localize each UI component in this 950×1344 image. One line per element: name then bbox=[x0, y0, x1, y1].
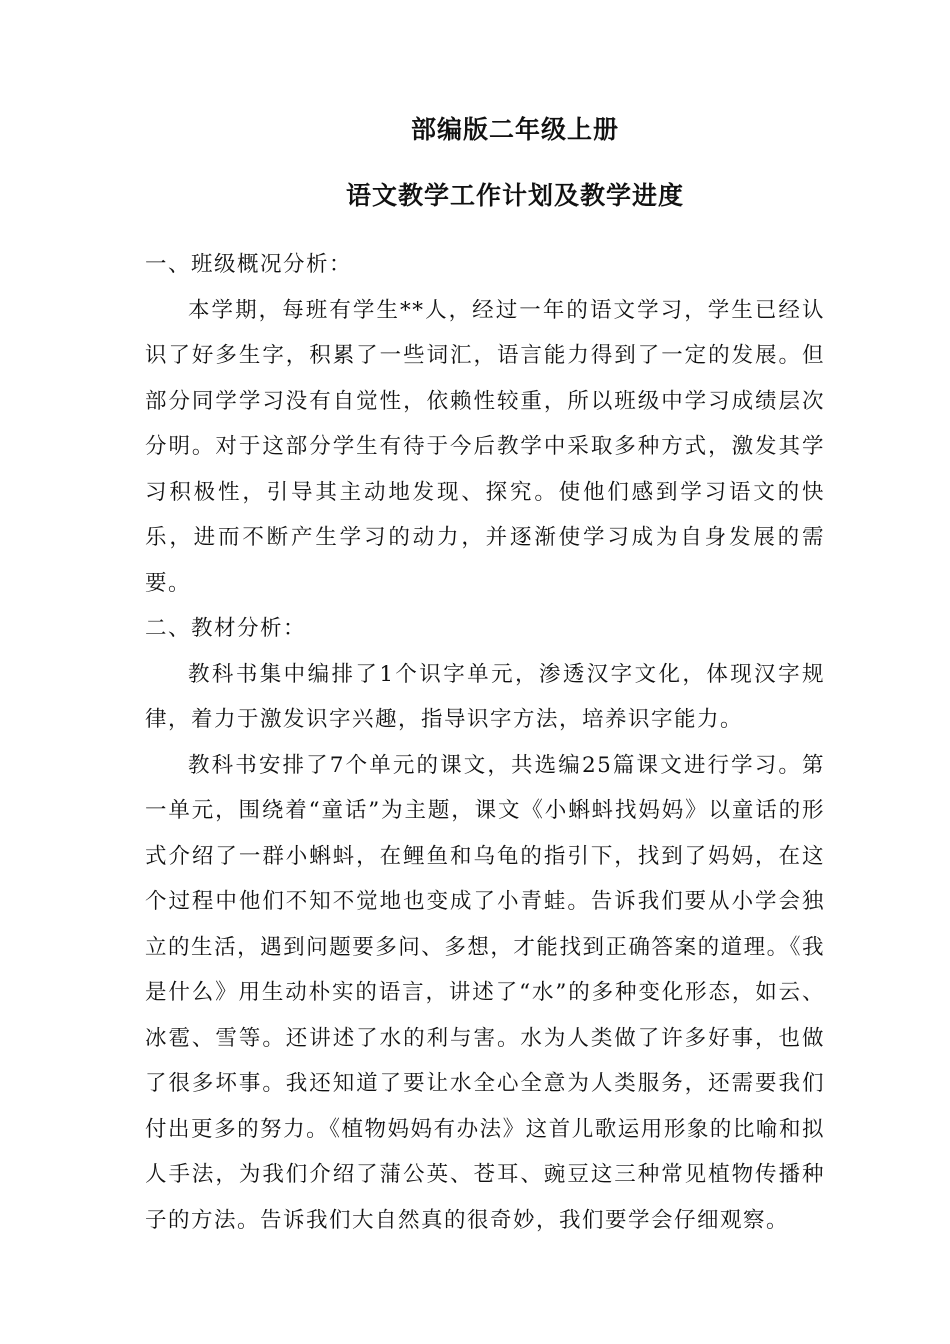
document-subtitle: 语文教学工作计划及教学进度 bbox=[345, 181, 684, 210]
paragraph-literacy-unit: 教科书集中编排了1个识字单元，渗透汉字文化，体现汉字规律，着力于激发识字兴趣，指导识字方法，培养识字能力。 bbox=[145, 661, 825, 732]
paragraph-class-analysis: 本学期，每班有学生**人，经过一年的语文学习，学生已经认识了好多生字，积累了一些词汇，语言能力得到了一定的发展。但部分同学学习没有自觉性，依赖性较重，所以班级中学习成绩层次分明。对于这部分学生有待于今后教学中采取多种方式，激发其学习积极性，引导其主动地发现、探究。使他们感到学习语文的快乐，进而不断产生学习的动力，并逐渐使学习成为自身发展的需要。 bbox=[145, 297, 825, 596]
section-heading-textbook-analysis: 二、教材分析： bbox=[145, 616, 307, 641]
paragraph-text-units: 教科书安排了7个单元的课文，共选编25篇课文进行学习。第一单元，围绕着“童话”为主题，课文《小蝌蚪找妈妈》以童话的形式介绍了一群小蝌蚪，在鲤鱼和乌龟的指引下，找到了妈妈，在这个过程中他们不知不觉地也变成了小青蛙。告诉我们要从小学会独立的生活，遇到问题要多问、多想，才能找到正确答案的道理。《我是什么》用生动朴实的语言，讲述了“水”的多种变化形态，如云、冰雹、雪等。还讲述了水的利与害。水为人类做了许多好事，也做了很多坏事。我还知道了要让水全心全意为人类服务，还需要我们付出更多的努力。《植物妈妈有办法》这首儿歌运用形象的比喻和拟人手法，为我们介绍了蒲公英、苍耳、豌豆这三种常见植物传播种子的方法。告诉我们大自然真的很奇妙，我们要学会仔细观察。 bbox=[145, 752, 825, 1233]
document-body bbox=[145, 242, 825, 1243]
document-title: 部编版二年级上册 bbox=[410, 115, 619, 144]
section-heading-class-analysis: 一、班级概况分析： bbox=[145, 252, 353, 277]
